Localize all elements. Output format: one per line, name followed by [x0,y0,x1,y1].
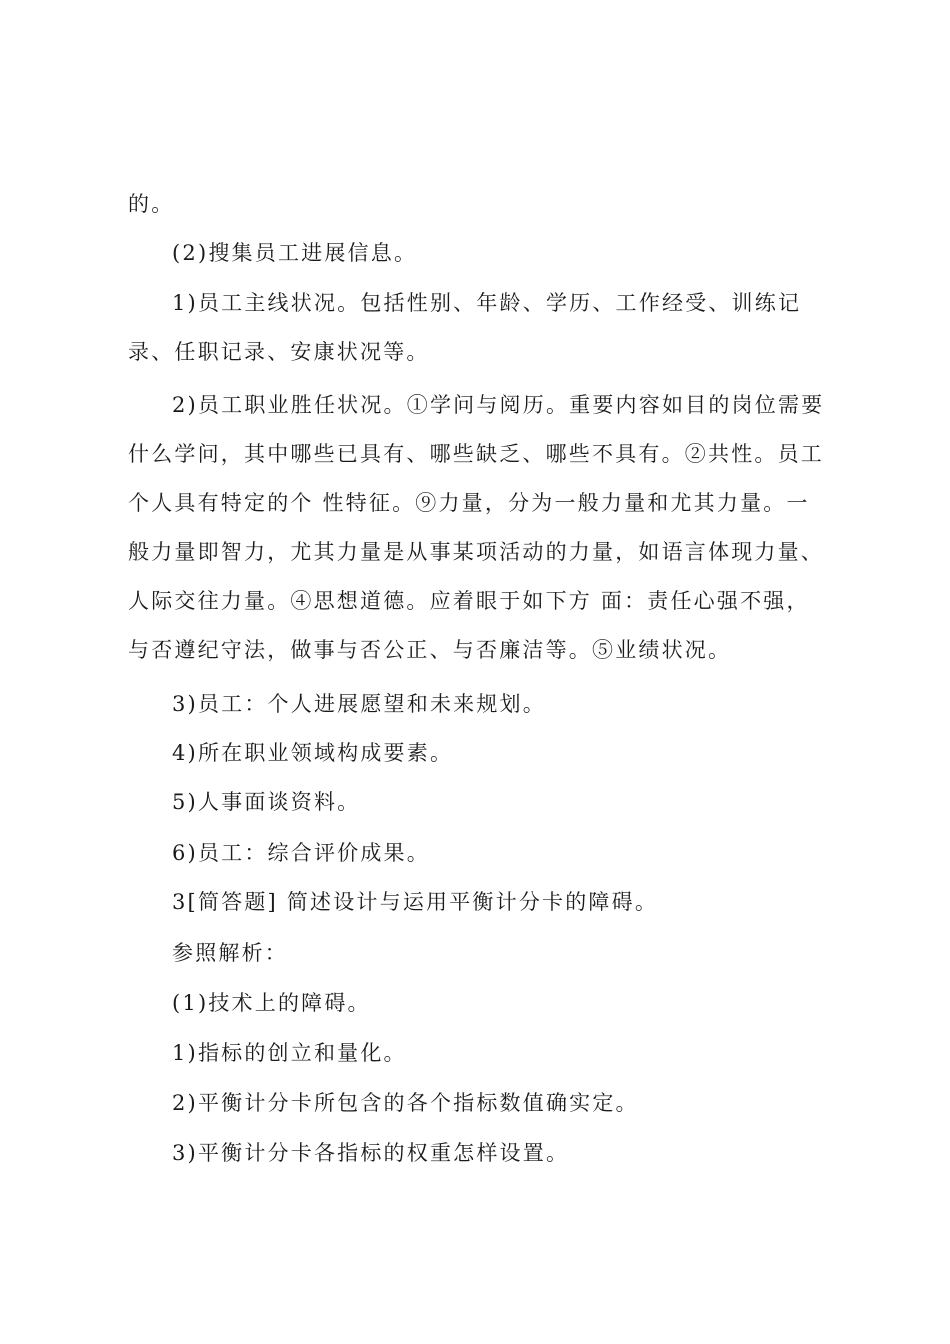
answer-item-1: 1)指标的创立和量化。 [172,1041,407,1065]
paragraph-continuation: 的。 [128,192,175,216]
paragraph-item-4: 4)所在职业领域构成要素。 [172,741,454,765]
question-3-heading: 3[简答题] 简述设计与运用平衡计分卡的障碍。 [172,890,659,914]
answer-item-3: 3)平衡计分卡各指标的权重怎样设置。 [172,1141,570,1165]
paragraph-item-6: 6)员工：综合评价成果。 [172,841,430,865]
paragraph-item-2: 2)员工职业胜任状况。①学问与阅历。重要内容如目的岗位需要什么学问，其中哪些已具有、哪些缺乏、哪些不具有。②共性。员工个人具有特定的个 性特征。⑨力量，分为一般力量和尤其力量。一般力量即智力，尤其力量是从事某项活动的力量，如语言体现力量、人际交往力量。④思想道德。应着眼于如下方 面：责任心强不强，与否遵纪守法，做事与否公正、与否廉洁等。⑤业绩状况。 [128,393,825,662]
paragraph-item-1: 1)员工主线状况。包括性别、年龄、学历、工作经受、训练记录、任职记录、安康状况等。 [128,291,802,364]
paragraph-item-3: 3)员工：个人进展愿望和未来规划。 [172,692,546,716]
answer-reference-label: 参照解析： [172,941,288,965]
answer-section-1: (1)技术上的障碍。 [172,991,371,1015]
paragraph-heading-collect-info: (2)搜集员工进展信息。 [172,241,418,265]
paragraph-item-5: 5)人事面谈资料。 [172,790,361,814]
answer-item-2: 2)平衡计分卡所包含的各个指标数值确实定。 [172,1091,639,1115]
